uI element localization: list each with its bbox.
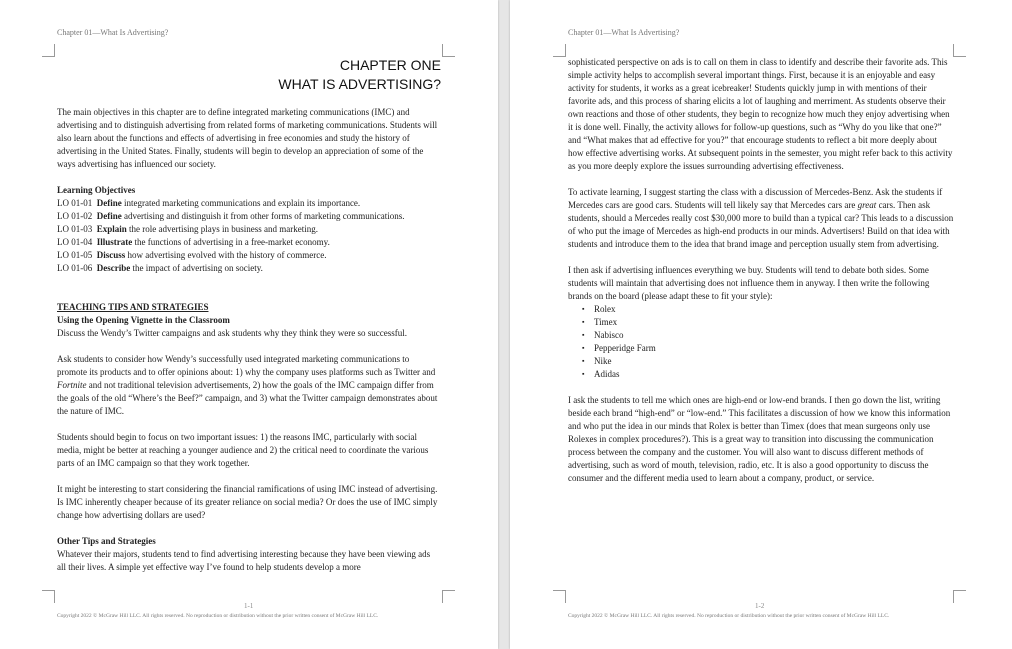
brand-list-item: ▪ Adidas — [568, 368, 954, 381]
chapter-title: WHAT IS ADVERTISING? — [278, 76, 441, 92]
copyright-footer: Copyright 2022 © McGraw Hill LLC. All rights reserved. No reproduction or distribution without the prior written consent of McGraw Hill LLC. — [57, 613, 379, 619]
learning-objective — [57, 249, 441, 262]
other-tips-heading: Other Tips and Strategies — [57, 536, 156, 546]
crop-mark — [553, 44, 566, 57]
crop-mark — [42, 590, 55, 603]
lo-verb: Define — [96, 211, 122, 221]
learning-objective — [57, 262, 441, 275]
italic-text: Fortnite — [57, 380, 87, 390]
copyright-footer: Copyright 2022 © McGraw Hill LLC. All rights reserved. No reproduction or distribution without the prior written consent of McGraw Hill LLC. — [568, 613, 890, 619]
brand-list-item: ▪ Timex — [568, 316, 954, 329]
document-page-2 — [510, 0, 1012, 649]
lo-code: LO 01-04 — [57, 237, 93, 247]
vignette-paragraph — [57, 353, 441, 418]
lo-text: the impact of advertising on society. — [130, 263, 263, 273]
learning-objective — [57, 236, 441, 249]
brand-list-item: ▪ Rolex — [568, 303, 954, 316]
teaching-tips-heading: TEACHING TIPS AND STRATEGIES — [57, 302, 209, 312]
brand-list-item: ▪ Pepperidge Farm — [568, 342, 954, 355]
text-run: cars. Then ask students, should a Mercedes really cost $30,000 more to build than a typical car? This leads to a discussion of who put the image of Mercedes as high-end products in our minds. Advertisers! Build on that idea with students and introduce them to the idea that brand image and perception usually stem from advertising. — [568, 200, 954, 249]
text-run: To activate learning, I suggest starting the class with a discussion of Mercedes-Benz. Ask the students if Mercedes cars are good cars. Students will tell likely say that Mercedes cars are — [568, 187, 943, 210]
brand-list — [568, 303, 954, 381]
lo-text: advertising and distinguish it from other forms of marketing communications. — [121, 211, 405, 221]
intro-paragraph: The main objectives in this chapter are to define integrated marketing communications (IMC) and advertising and to distinguish advertising from related forms of marketing communications. Students will also learn about the functions and effects of advertising in free economies and study the history of advertising in the United States. Finally, students will begin to develop an appreciation of some of the ways advertising has influenced our society. — [57, 107, 438, 169]
page-number: 1-2 — [755, 602, 765, 610]
learning-objective — [57, 223, 441, 236]
lo-verb: Define — [96, 198, 122, 208]
paragraph: I then ask if advertising influences everything we buy. Students will tend to debate both sides. Some students will maintain that advertising does not influence them in anyway. I then write the following brands on the board (please adapt these to fit your style): — [568, 265, 930, 301]
paragraph: sophisticated perspective on ads is to call on them in class to identify and describe their favorite ads. This simple activity helps to accomplish several important things. First, because it is an enjoyable and easy activity for students, it works as a great icebreaker! Students quickly jump in with mentions of their favorite ads, and this process of sharing elicits a lot of laughing and merriment. As students observe their own reactions and those of other students, they begin to recognize how much they enjoy advertising when it is done well. Finally, the activity allows for follow-up questions, such as “Why do you like that one?” and “What makes that ad effective for you?” that encourage students to reflect a bit more deeply about how effective advertising works. At subsequent points in the semester, you might refer back to this activity as you more deeply explore the issues surrounding advertising effectiveness. — [568, 57, 953, 171]
learning-objectives-list — [57, 197, 441, 275]
lo-code: LO 01-02 — [57, 211, 93, 221]
document-page-1 — [0, 0, 498, 649]
brand-list-item: ▪ Nike — [568, 355, 954, 368]
learning-objective — [57, 197, 441, 210]
other-tips-paragraph: Whatever their majors, students tend to find advertising interesting because they have been viewing ads all their lives. A simple yet effective way I’ve found to help students develop a more — [57, 549, 431, 572]
learning-objectives-heading: Learning Objectives — [57, 185, 136, 195]
lo-text: integrated marketing communications and explain its importance. — [121, 198, 361, 208]
vignette-paragraph: It might be interesting to start considering the financial ramifications of using IMC instead of advertising. Is IMC inherently cheaper because of its greater reliance on social media? Or does the use of IMC simply change how advertising dollars are used? — [57, 484, 438, 520]
brand-list-item: ▪ Nabisco — [568, 329, 954, 342]
lo-verb: Describe — [96, 263, 131, 273]
vignette-paragraph: Discuss the Wendy’s Twitter campaigns and ask students why they think they were so successful. — [57, 328, 408, 338]
crop-mark — [953, 590, 966, 603]
text-run: and not traditional television advertisements, 2) how the goals of the IMC campaign differ from the goals of the old “Where’s the Beef?” campaign, and 3) what the Twitter campaign demonstrates about the nature of IMC. — [57, 380, 438, 416]
crop-mark — [553, 590, 566, 603]
page-2-body — [568, 56, 954, 485]
running-head: Chapter 01—What Is Advertising? — [568, 28, 680, 37]
learning-objective — [57, 210, 441, 223]
lo-code: LO 01-03 — [57, 224, 93, 234]
vignette-heading: Using the Opening Vignette in the Classroom — [57, 315, 230, 325]
crop-mark — [42, 44, 55, 57]
lo-text: how advertising evolved with the history of commerce. — [125, 250, 327, 260]
paragraph: I ask the students to tell me which ones are high-end or low-end brands. I then go down the list, writing beside each brand “high-end” or “low-end.” This facilitates a discussion of how we know this information and who put the idea in our minds that Rolex is better than Timex (does that mean surgeons only use Rolexes in complex procedures?). This is a great way to transition into discussing the communication process between the company and the customer. You will also want to discuss different methods of advertising, such as word of mouth, television, radio, etc. It is also a good opportunity to discuss the consumer and the different media used to learn about a company, product, or service. — [568, 395, 951, 483]
lo-code: LO 01-05 — [57, 250, 93, 260]
vignette-paragraph: Students should begin to focus on two important issues: 1) the reasons IMC, particularly with social media, might be better at reaching a younger audience and 2) the critical need to coordinate the various parts of an IMC campaign so that they work together. — [57, 432, 429, 468]
paragraph — [568, 186, 954, 251]
crop-mark — [442, 44, 455, 57]
lo-text: the role advertising plays in business and marketing. — [126, 224, 318, 234]
crop-mark — [442, 590, 455, 603]
page-number: 1-1 — [244, 602, 254, 610]
crop-mark — [953, 44, 966, 57]
lo-verb: Explain — [96, 224, 127, 234]
lo-code: LO 01-06 — [57, 263, 93, 273]
lo-verb: Discuss — [96, 250, 126, 260]
text-run: Ask students to consider how Wendy’s successfully used integrated marketing communications to promote its products and to offer opinions about: 1) why the company uses platforms such as Twitter and — [57, 354, 436, 377]
running-head: Chapter 01—What Is Advertising? — [57, 28, 169, 37]
lo-text: the functions of advertising in a free-market economy. — [132, 237, 330, 247]
italic-text: great — [857, 200, 877, 210]
lo-code: LO 01-01 — [57, 198, 93, 208]
page-1-body — [57, 56, 441, 574]
chapter-number: CHAPTER ONE — [339, 57, 441, 73]
lo-verb: Illustrate — [96, 237, 133, 247]
